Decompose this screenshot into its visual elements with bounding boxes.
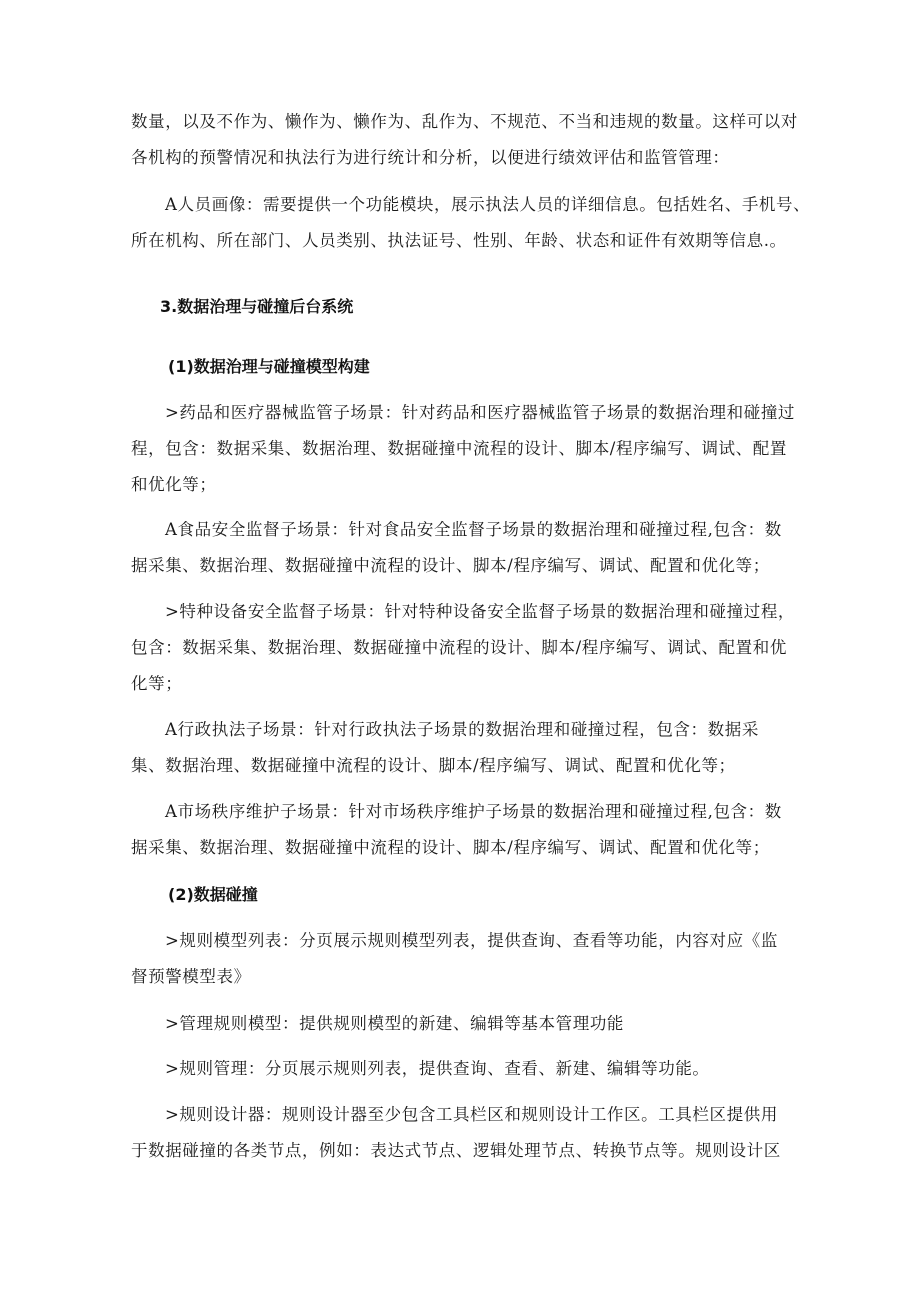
admin-line-2: 集、数据治理、数据碰撞中流程的设计、脚本/程序编写、调试、配置和优化等； bbox=[131, 756, 736, 775]
drug-line-1: >药品和医疗器械监管子场景：针对药品和医疗器械监管子场景的数据治理和碰撞过 bbox=[165, 403, 796, 422]
persona-line-1: A人员画像：需要提供一个功能模块，展示执法人员的详细信息。包括姓名、手机号、 bbox=[165, 195, 811, 214]
market-line-2: 据采集、数据治理、数据碰撞中流程的设计、脚本/程序编写、调试、配置和优化等； bbox=[131, 838, 770, 857]
subsection-2-title: (2)数据碰撞 bbox=[168, 885, 258, 904]
intro-line-2: 各机构的预警情况和执法行为进行统计和分析，以便进行绩效评估和监管管理： bbox=[131, 148, 730, 167]
designer-line-2: 于数据碰撞的各类节点，例如：表达式节点、逻辑处理节点、转换节点等。规则设计区 bbox=[131, 1141, 781, 1160]
drug-line-3: 和优化等； bbox=[131, 475, 217, 494]
section-3-title: 3.数据治理与碰撞后台系统 bbox=[160, 297, 354, 316]
manage-model-line: >管理规则模型：提供规则模型的新建、编辑等基本管理功能 bbox=[165, 1014, 625, 1033]
equipment-line-1: >特种设备安全监督子场景：针对特种设备安全监督子场景的数据治理和碰撞过程， bbox=[165, 602, 796, 621]
rule-list-line-2: 督预警模型表》 bbox=[131, 967, 251, 986]
intro-line-1: 数量，以及不作为、懒作为、懒作为、乱作为、不规范、不当和违规的数量。这样可以对 bbox=[131, 112, 798, 131]
subsection-1-title: (1)数据治理与碰撞模型构建 bbox=[168, 357, 370, 376]
rule-list-line-1: >规则模型列表：分页展示规则模型列表，提供查询、查看等功能，内容对应《监 bbox=[165, 931, 778, 950]
rule-manage-line: >规则管理：分页展示规则列表，提供查询、查看、新建、编辑等功能。 bbox=[165, 1059, 710, 1078]
persona-line-2: 所在机构、所在部门、人员类别、执法证号、性别、年龄、状态和证件有效期等信息.。 bbox=[131, 231, 787, 250]
designer-line-1: >规则设计器：规则设计器至少包含工具栏区和规则设计工作区。工具栏区提供用 bbox=[165, 1105, 778, 1124]
admin-line-1: A行政执法子场景：针对行政执法子场景的数据治理和碰撞过程，包含：数据采 bbox=[165, 720, 759, 739]
market-line-1: A市场秩序维护子场景：针对市场秩序维护子场景的数据治理和碰撞过程,包含：数 bbox=[165, 802, 782, 821]
drug-line-2: 程，包含：数据采集、数据治理、数据碰撞中流程的设计、脚本/程序编写、调试、配置 bbox=[131, 439, 787, 458]
food-line-1: A食品安全监督子场景：针对食品安全监督子场景的数据治理和碰撞过程,包含：数 bbox=[165, 520, 782, 539]
equipment-line-2: 包含：数据采集、数据治理、数据碰撞中流程的设计、脚本/程序编写、调试、配置和优 bbox=[131, 638, 787, 657]
food-line-2: 据采集、数据治理、数据碰撞中流程的设计、脚本/程序编写、调试、配置和优化等； bbox=[131, 556, 770, 575]
equipment-line-3: 化等； bbox=[131, 674, 183, 693]
